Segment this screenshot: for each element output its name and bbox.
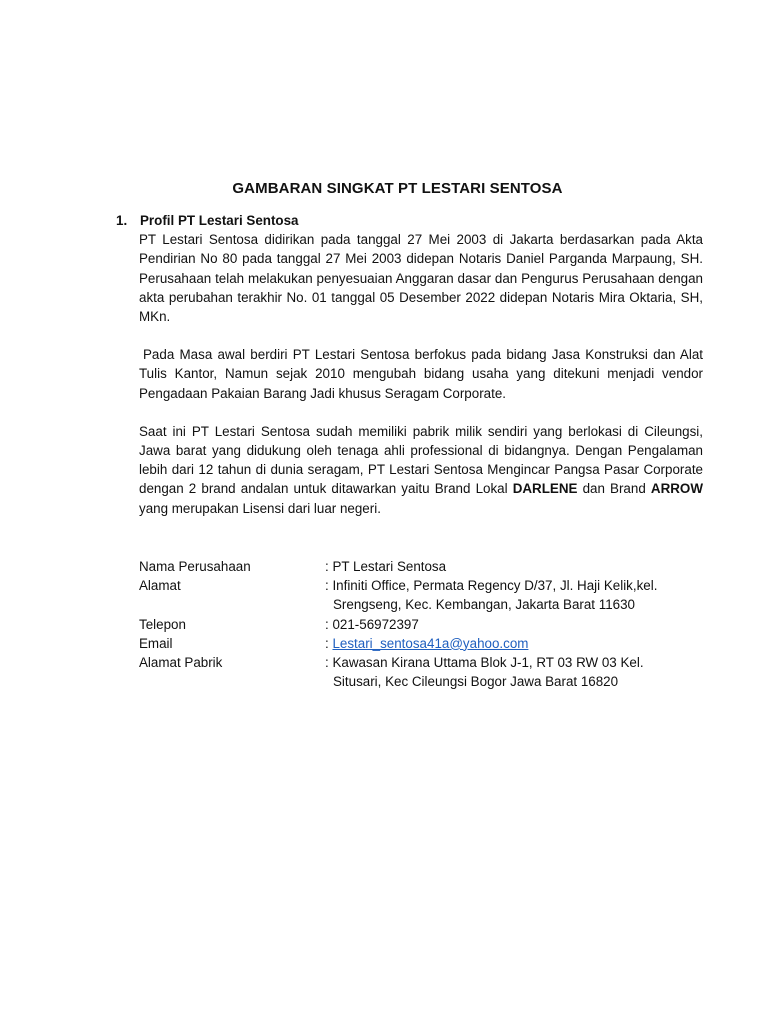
- paragraph-history: Pada Masa awal berdiri PT Lestari Sentosa berfokus pada bidang Jasa Konstruksi dan Alat Tulis Kantor, Namun sejak 2010 mengubah bidang usaha yang ditekuni menjadi vendor Pengadaan Pakaian Barang Jadi khusus Seragam Corporate.: [139, 347, 703, 401]
- profile-section: [116, 211, 706, 518]
- factory-address-line-2: Situsari, Kec Cileungsi Bogor Jawa Barat 16820: [333, 674, 619, 690]
- section-heading-text: Profil PT Lestari Sentosa: [140, 213, 299, 228]
- info-row-phone: [139, 615, 719, 634]
- phone-value: : 021-56972397: [325, 616, 419, 632]
- section-body: [139, 230, 703, 518]
- info-row-address: [139, 576, 719, 614]
- company-name-value: : PT Lestari Sentosa: [325, 559, 447, 574]
- email-label: Email: [139, 635, 173, 651]
- factory-address-value: [325, 653, 719, 691]
- section-number: 1.: [116, 213, 128, 228]
- factory-address-line-1: : Kawasan Kirana Uttama Blok J-1, RT 03 RW 03 Kel.: [325, 655, 644, 671]
- section-heading: [116, 211, 706, 230]
- brand-darlene: DARLENE: [512, 481, 578, 497]
- paragraph-founding: PT Lestari Sentosa didirikan pada tanggal 27 Mei 2003 di Jakarta berdasarkan pada Akta Pendirian No 80 pada tanggal 27 Mei 2003 didepan Notaris Daniel Parganda Marpaung, SH. Perusahaan telah melakukan penyesuaian Anggaran dasar dan Pengurus Perusahaan dengan akta perubahan terakhir No. 01 tanggal 05 Desember 2022 didepan Notaris Mira Oktaria, SH, MKn.: [139, 232, 703, 325]
- paragraph-current-part-b: dan Brand: [577, 481, 651, 497]
- document-title: GAMBARAN SINGKAT PT LESTARI SENTOSA: [232, 180, 563, 197]
- info-row-company-name: [139, 557, 719, 576]
- info-row-email: [139, 634, 719, 653]
- email-link[interactable]: Lestari_sentosa41a@yahoo.com: [332, 635, 529, 651]
- address-line-1: : Infiniti Office, Permata Regency D/37, Jl. Haji Kelik,kel.: [325, 578, 658, 594]
- info-row-factory-address: [139, 653, 719, 691]
- email-value-container: [325, 634, 719, 653]
- paragraph-current-part-a: Saat ini PT Lestari Sentosa sudah memiliki pabrik milik sendiri yang berlokasi di Cileungsi, Jawa barat yang didukung oleh tenaga ahli professional di bidangnya. Dengan Pengalaman lebih dari 12 tahun di dunia seragam, PT Lestari Sentosa Mengincar Pangsa Pasar Corporate dengan 2 brand andalan untuk ditawarkan yaitu Brand Lokal: [139, 423, 703, 497]
- company-name-label: Nama Perusahaan: [139, 559, 251, 574]
- address-line-2: Srengseng, Kec. Kembangan, Jakarta Barat 11630: [333, 597, 635, 613]
- paragraph-current-part-c: yang merupakan Lisensi dari luar negeri.: [139, 500, 381, 516]
- email-colon: :: [325, 635, 333, 651]
- address-label: Alamat: [139, 578, 181, 594]
- company-info-table: [139, 557, 719, 691]
- brand-arrow: ARROW: [650, 481, 703, 497]
- factory-address-label: Alamat Pabrik: [139, 655, 223, 671]
- address-value: [325, 576, 719, 614]
- phone-label: Telepon: [139, 616, 186, 632]
- paragraph-current: [139, 422, 703, 518]
